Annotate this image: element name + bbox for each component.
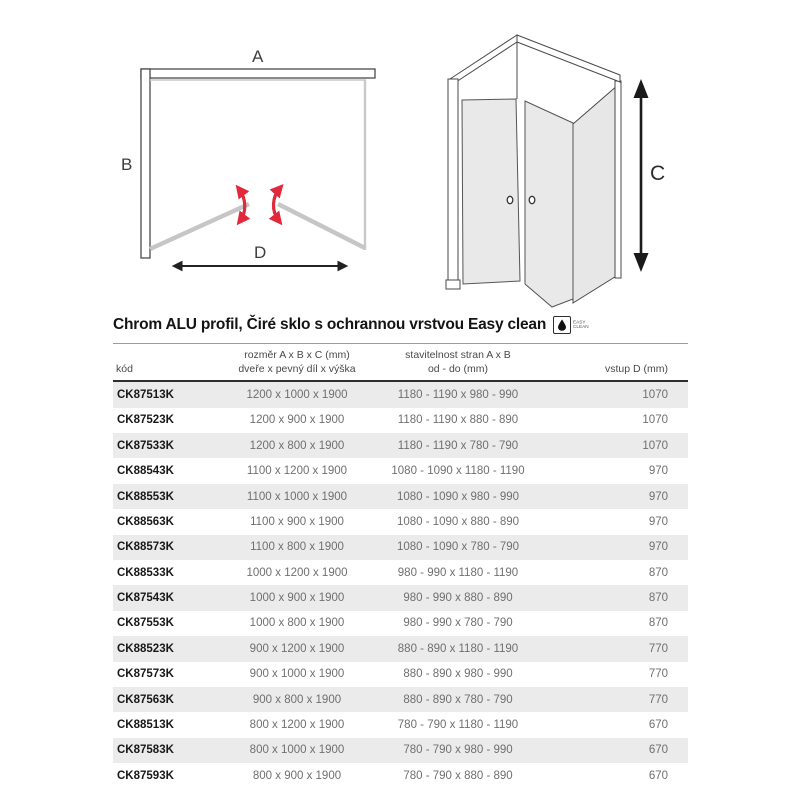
cell-entry: 770 — [648, 642, 668, 655]
cell-code: CK88553K — [117, 490, 174, 503]
table-header — [113, 344, 688, 381]
cell-range: 980 - 990 x 780 - 790 — [403, 617, 513, 630]
cell-size: 800 x 1000 x 1900 — [249, 744, 345, 757]
cell-entry: 870 — [648, 617, 668, 630]
table-row — [113, 738, 688, 763]
perspective-view-diagram — [438, 22, 673, 317]
dim-label-d: D — [254, 243, 267, 262]
table-row — [113, 535, 688, 560]
cell-range: 880 - 890 x 1180 - 1190 — [397, 642, 519, 655]
cell-entry: 670 — [648, 769, 668, 782]
header-size-line1: rozměr A x B x C (mm) — [244, 349, 350, 361]
cell-entry: 870 — [648, 592, 668, 605]
cell-code: CK87523K — [117, 414, 174, 427]
top-view-diagram — [118, 40, 378, 275]
cell-range: 1180 - 1190 x 880 - 890 — [397, 414, 519, 427]
cell-entry: 870 — [648, 566, 668, 579]
cell-range: 880 - 890 x 780 - 790 — [403, 693, 513, 706]
easy-clean-label — [573, 320, 589, 329]
table-row — [113, 636, 688, 661]
cell-code: CK87583K — [117, 744, 174, 757]
door-panel-left — [462, 99, 520, 284]
cell-range: 880 - 890 x 980 - 990 — [403, 668, 513, 681]
table-row — [113, 687, 688, 712]
dim-label-c: C — [650, 162, 666, 185]
header-adjustability-line2: od - do (mm) — [427, 362, 489, 375]
table-row — [113, 763, 688, 788]
cell-code: CK87533K — [117, 439, 174, 452]
table-row — [113, 585, 688, 610]
table-row — [113, 611, 688, 636]
table-row — [113, 433, 688, 458]
cell-entry: 670 — [648, 719, 668, 732]
cell-range: 980 - 990 x 1180 - 1190 — [397, 566, 519, 579]
cell-code: CK87573K — [117, 668, 174, 681]
cell-range: 1180 - 1190 x 780 - 790 — [397, 439, 519, 452]
cell-range: 780 - 790 x 880 - 890 — [403, 769, 513, 782]
cell-range: 780 - 790 x 980 - 990 — [403, 744, 513, 757]
header-size — [222, 344, 372, 381]
cell-entry: 970 — [648, 465, 668, 478]
door-knob-left-icon — [507, 196, 513, 203]
cell-entry: 770 — [648, 668, 668, 681]
cell-entry: 970 — [648, 541, 668, 554]
cell-range: 780 - 790 x 1180 - 1190 — [397, 719, 519, 732]
cell-size: 800 x 900 x 1900 — [252, 769, 342, 782]
table-row — [113, 458, 688, 483]
header-entry: vstup D (mm) — [544, 344, 688, 381]
cell-range: 1080 - 1090 x 780 - 790 — [396, 541, 520, 554]
table-row — [113, 662, 688, 687]
table-row — [113, 408, 688, 433]
cell-size: 1200 x 900 x 1900 — [249, 414, 345, 427]
cell-code: CK87553K — [117, 617, 174, 630]
cell-code: CK87513K — [117, 388, 174, 401]
cell-code: CK87563K — [117, 693, 174, 706]
fold-motion-arrows-icon — [239, 188, 280, 221]
cell-code: CK87543K — [117, 592, 174, 605]
door-leaf-right — [278, 204, 365, 248]
dimension-arrow-c — [634, 79, 649, 272]
cell-entry: 770 — [648, 693, 668, 706]
table-row — [113, 509, 688, 534]
right-profile-post — [615, 81, 621, 278]
cell-size: 1100 x 900 x 1900 — [250, 515, 344, 528]
cell-size: 1000 x 900 x 1900 — [249, 592, 345, 605]
cell-range: 980 - 990 x 880 - 890 — [403, 592, 513, 605]
cell-size: 1200 x 800 x 1900 — [249, 439, 345, 452]
table-body — [113, 381, 688, 788]
cell-entry: 1070 — [642, 388, 668, 401]
cell-code: CK88533K — [117, 566, 174, 579]
table-row — [113, 484, 688, 509]
cell-range: 1080 - 1090 x 880 - 890 — [396, 515, 520, 528]
cell-entry: 1070 — [642, 414, 668, 427]
cell-code: CK88563K — [117, 515, 174, 528]
cell-code: CK87593K — [117, 769, 174, 782]
door-knob-right-icon — [529, 196, 535, 203]
header-code: kód — [113, 344, 222, 381]
table-row — [113, 712, 688, 737]
cell-size: 1100 x 1000 x 1900 — [246, 490, 348, 503]
cell-entry: 970 — [648, 515, 668, 528]
wall-left — [141, 69, 150, 258]
wall-top — [141, 69, 375, 78]
cell-size: 800 x 1200 x 1900 — [249, 719, 345, 732]
cell-range: 1080 - 1090 x 980 - 990 — [396, 490, 520, 503]
left-post-foot — [446, 280, 460, 289]
cell-size: 900 x 1200 x 1900 — [249, 642, 345, 655]
cell-entry: 1070 — [642, 439, 668, 452]
cell-size: 1100 x 1200 x 1900 — [246, 465, 348, 478]
cell-range: 1080 - 1090 x 1180 - 1190 — [391, 465, 525, 478]
cell-size: 1100 x 800 x 1900 — [250, 541, 344, 554]
easy-clean-badge — [553, 316, 593, 334]
cell-size: 900 x 800 x 1900 — [252, 693, 342, 706]
table-row — [113, 381, 688, 407]
easy-clean-line1: EASY — [573, 320, 586, 325]
product-sheet — [113, 316, 688, 789]
spec-table — [113, 344, 688, 789]
cell-code: CK88523K — [117, 642, 174, 655]
page-title: Chrom ALU profil, Čiré sklo s ochrannou vrstvou Easy clean — [113, 316, 547, 333]
cell-size: 1200 x 1000 x 1900 — [246, 388, 348, 401]
cell-code: CK88513K — [117, 719, 174, 732]
left-profile-post — [448, 79, 458, 287]
cell-size: 1000 x 800 x 1900 — [249, 617, 345, 630]
cell-code: CK88543K — [117, 465, 174, 478]
dim-label-b: B — [121, 155, 133, 174]
door-leaf-left — [150, 204, 249, 249]
header-adjustability-line1: stavitelnost stran A x B — [405, 349, 511, 361]
header-size-line2: dveře x pevný díl x výška — [238, 362, 356, 375]
top-frame-right — [517, 35, 620, 82]
dim-label-a: A — [252, 47, 264, 66]
cell-size: 900 x 1000 x 1900 — [249, 668, 345, 681]
side-glass-panel — [573, 85, 618, 303]
title-row — [113, 316, 688, 334]
header-adjustability — [372, 344, 545, 381]
cell-size: 1000 x 1200 x 1900 — [246, 566, 348, 579]
water-drop-icon — [553, 316, 571, 334]
cell-range: 1180 - 1190 x 980 - 990 — [397, 388, 519, 401]
top-frame-left — [450, 35, 517, 86]
cell-code: CK88573K — [117, 541, 174, 554]
easy-clean-line2: CLEAN — [573, 325, 589, 330]
cell-entry: 970 — [648, 490, 668, 503]
cell-entry: 670 — [648, 744, 668, 757]
table-row — [113, 560, 688, 585]
